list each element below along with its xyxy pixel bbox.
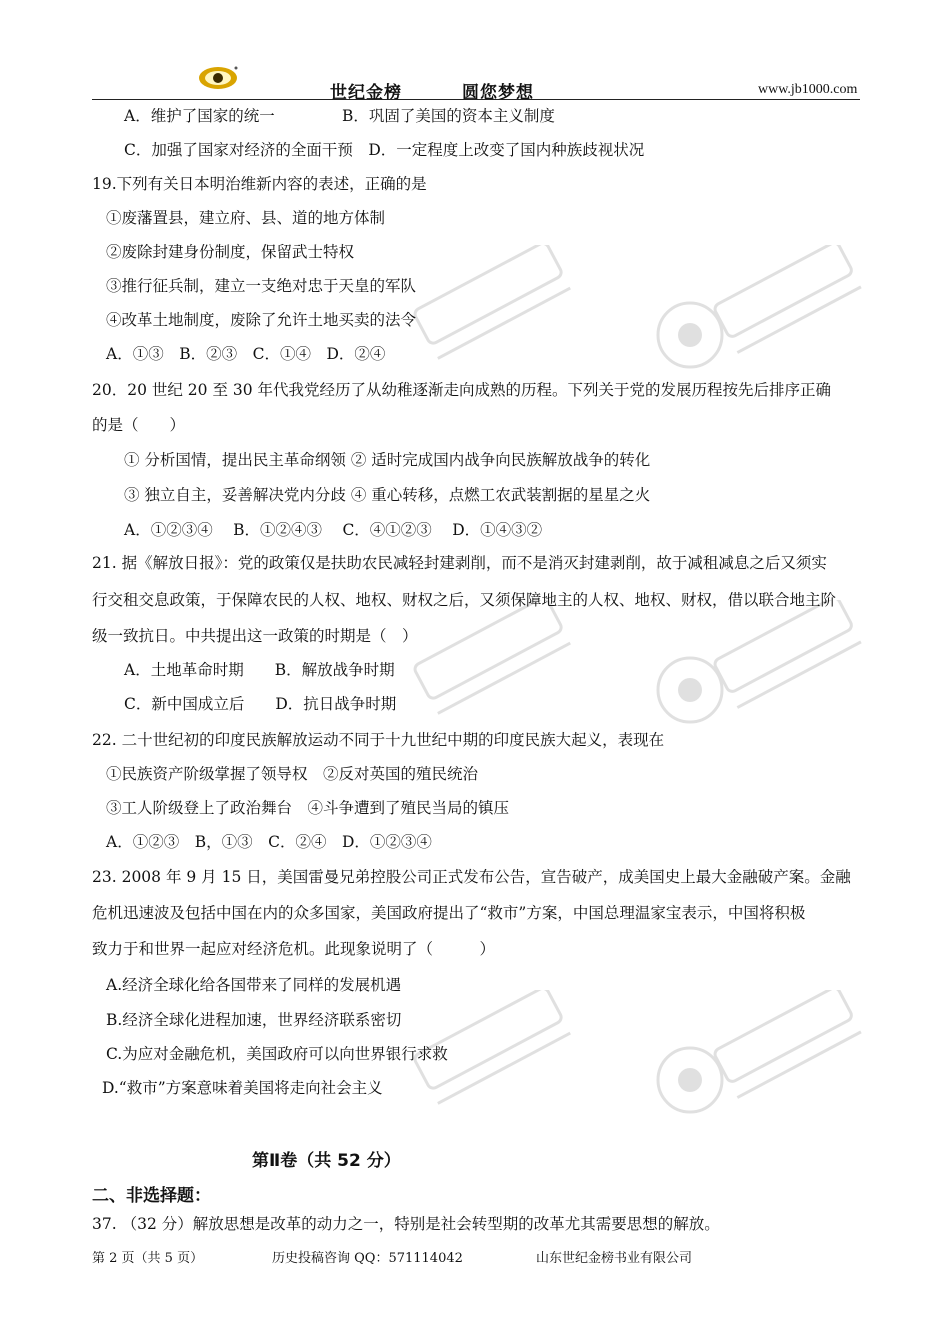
q23-stem-line1: 23. 2008 年 9 月 15 日，美国雷曼兄弟控股公司正式发布公告，宣告破产，成美国史上最大金融破产案。金融 xyxy=(92,868,851,886)
q23-option-c: C.为应对金融危机，美国政府可以向世界银行求救 xyxy=(106,1045,448,1063)
footer-contact: 历史投稿咨询 QQ：571114042 xyxy=(272,1251,463,1266)
q21-options-line1: A．土地革命时期 B．解放战争时期 xyxy=(124,661,395,679)
q22-stem: 22. 二十世纪初的印度民族解放运动不同于十九世纪中期的印度民族大起义，表现在 xyxy=(92,731,665,749)
q19-stem: 19.下列有关日本明治维新内容的表述，正确的是 xyxy=(92,175,427,193)
part2-title: 第Ⅱ卷（共 52 分） xyxy=(252,1151,401,1171)
q22-options: A．①②③ B，①③ C．②④ D．①②③④ xyxy=(106,833,432,851)
q21-stem-line3: 级一致抗日。中共提出这一政策的时期是（ ） xyxy=(92,627,418,645)
q19-item-4: ④改革土地制度，废除了允许土地买卖的法令 xyxy=(106,311,417,329)
header-url: www.jb1000.com xyxy=(758,82,858,97)
part2-section-heading: 二、非选择题： xyxy=(92,1186,211,1206)
q23-option-d: D.“救市”方案意味着美国将走向社会主义 xyxy=(102,1079,383,1097)
q23-option-b: B.经济全球化进程加速，世界经济联系密切 xyxy=(106,1011,402,1029)
watermark-icon xyxy=(650,600,870,744)
q18-option-b: B．巩固了美国的资本主义制度 xyxy=(342,107,555,125)
q20-stem-line2: 的是（ ） xyxy=(92,416,186,434)
q21-stem-line1: 21. 据《解放日报》：党的政策仅是扶助农民减轻封建剥削，而不是消灭封建剥削，故于减租减息之后又须实 xyxy=(92,554,827,572)
q23-stem-line2: 危机迅速波及包括中国在内的众多国家，美国政府提出了“救市”方案，中国总理温家宝表示，中国将积极 xyxy=(92,904,806,922)
q18-option-a: A．维护了国家的统一 xyxy=(124,107,275,125)
q19-item-3: ③推行征兵制，建立一支绝对忠于天皇的军队 xyxy=(106,277,417,295)
q23-option-a: A.经济全球化给各国带来了同样的发展机遇 xyxy=(106,976,402,994)
q19-item-2: ②废除封建身份制度，保留武士特权 xyxy=(106,243,355,261)
q20-items-line1: ① 分析国情，提出民主革命纲领 ② 适时完成国内战争向民族解放战争的转化 xyxy=(124,451,651,469)
q23-stem-line3: 致力于和世界一起应对经济危机。此现象说明了（ ） xyxy=(92,940,496,958)
q20-items-line2: ③ 独立自主，妥善解决党内分歧 ④ 重心转移，点燃工农武装割据的星星之火 xyxy=(124,486,651,504)
q20-stem-line1: 20．20 世纪 20 至 30 年代我党经历了从幼稚逐渐走向成熟的历程。下列关于党的发展历程按先后排序正确 xyxy=(92,381,832,399)
q22-items-line1: ①民族资产阶级掌握了领导权 ②反对英国的殖民统治 xyxy=(106,765,479,783)
header-divider xyxy=(92,99,860,100)
footer-page-number: 第 2 页（共 5 页） xyxy=(92,1251,204,1266)
q37-stem: 37. （32 分）解放思想是改革的动力之一，特别是社会转型期的改革尤其需要思想的解放。 xyxy=(92,1215,720,1233)
watermark-icon xyxy=(650,245,870,389)
q19-options: A．①③ B．②③ C．①④ D．②④ xyxy=(106,345,386,363)
brand-logo-icon xyxy=(198,66,238,90)
q18-option-cd: C．加强了国家对经济的全面干预 D．一定程度上改变了国内种族歧视状况 xyxy=(124,141,645,159)
q21-options-line2: C．新中国成立后 D．抗日战争时期 xyxy=(124,695,397,713)
q19-item-1: ①废藩置县，建立府、县、道的地方体制 xyxy=(106,209,386,227)
q20-options: A．①②③④ B．①②④③ C．④①②③ D．①④③② xyxy=(124,521,543,539)
footer-company: 山东世纪金榜书业有限公司 xyxy=(536,1251,693,1266)
q22-items-line2: ③工人阶级登上了政治舞台 ④斗争遭到了殖民当局的镇压 xyxy=(106,799,510,817)
watermark-icon xyxy=(380,600,580,734)
header-title: 世纪金榜 xyxy=(330,83,402,103)
watermark-icon xyxy=(650,990,870,1134)
header-slogan: 圆您梦想 xyxy=(462,83,534,103)
q21-stem-line2: 行交租交息政策，于保障农民的人权、地权、财权之后，又须保障地主的人权、地权、财权，借以联合地主阶 xyxy=(92,591,837,609)
